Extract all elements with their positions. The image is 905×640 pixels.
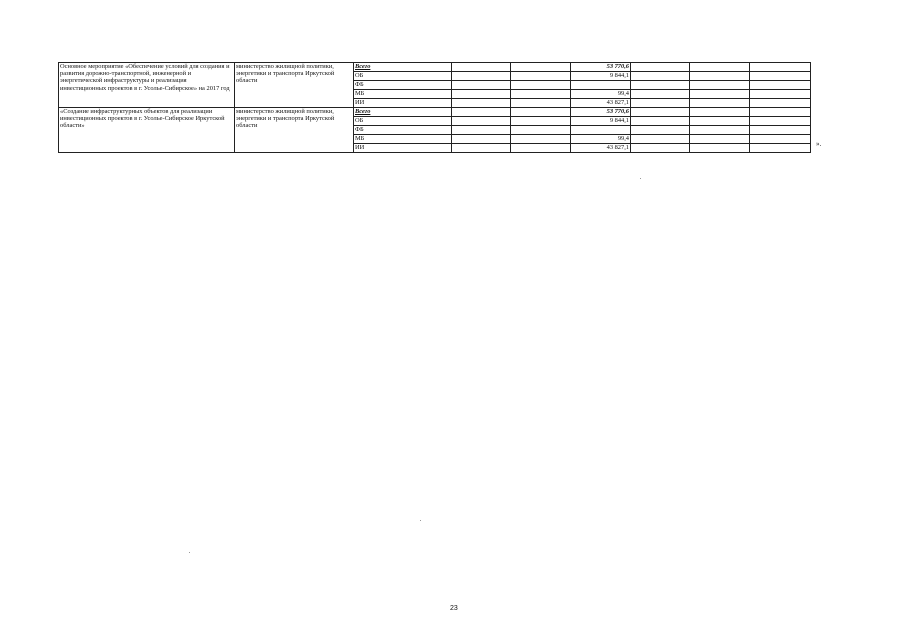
empty-cell	[631, 63, 690, 72]
closing-quote: ».	[816, 140, 822, 148]
empty-cell	[690, 81, 750, 90]
empty-cell	[631, 72, 690, 81]
funding-source-cell: ИИ	[354, 99, 452, 108]
empty-cell	[511, 90, 571, 99]
executor-cell: министерство жилищной политики, энергетики и транспорта Иркутской области	[235, 63, 354, 108]
empty-cell	[631, 117, 690, 126]
empty-cell	[690, 135, 750, 144]
amount-cell: 43 827,1	[571, 99, 631, 108]
empty-cell	[511, 126, 571, 135]
empty-cell	[690, 108, 750, 117]
empty-cell	[690, 90, 750, 99]
empty-cell	[690, 126, 750, 135]
empty-cell	[452, 108, 511, 117]
funding-source-cell: ОБ	[354, 117, 452, 126]
funding-source-cell: ИИ	[354, 144, 452, 153]
empty-cell	[690, 72, 750, 81]
funding-source-cell: ФБ	[354, 126, 452, 135]
empty-cell	[511, 81, 571, 90]
empty-cell	[631, 108, 690, 117]
empty-cell	[750, 72, 811, 81]
empty-cell	[750, 99, 811, 108]
empty-cell	[750, 81, 811, 90]
empty-cell	[750, 135, 811, 144]
empty-cell	[631, 135, 690, 144]
empty-cell	[452, 126, 511, 135]
empty-cell	[750, 117, 811, 126]
empty-cell	[511, 63, 571, 72]
amount-cell: 43 827,1	[571, 144, 631, 153]
table-row	[59, 108, 811, 117]
amount-cell: 9 844,1	[571, 72, 631, 81]
funding-source-cell: МБ	[354, 135, 452, 144]
empty-cell	[690, 63, 750, 72]
amount-cell: 99,4	[571, 90, 631, 99]
amount-cell: 53 770,6	[571, 63, 631, 72]
empty-cell	[452, 81, 511, 90]
executor-cell: министерство жилищной политики, энергетики и транспорта Иркутской области	[235, 108, 354, 153]
empty-cell	[750, 108, 811, 117]
funding-source-cell: ФБ	[354, 81, 452, 90]
program-table	[58, 62, 811, 153]
empty-cell	[750, 144, 811, 153]
amount-cell	[571, 126, 631, 135]
scan-speck	[420, 520, 421, 521]
funding-source-cell: МБ	[354, 90, 452, 99]
funding-source-cell: Всего	[354, 108, 452, 117]
empty-cell	[690, 117, 750, 126]
empty-cell	[452, 90, 511, 99]
empty-cell	[511, 99, 571, 108]
empty-cell	[511, 144, 571, 153]
table-row	[59, 63, 811, 72]
empty-cell	[631, 90, 690, 99]
empty-cell	[690, 99, 750, 108]
empty-cell	[452, 135, 511, 144]
empty-cell	[750, 63, 811, 72]
funding-source-cell: ОБ	[354, 72, 452, 81]
amount-cell: 53 770,6	[571, 108, 631, 117]
empty-cell	[452, 63, 511, 72]
empty-cell	[511, 135, 571, 144]
empty-cell	[631, 144, 690, 153]
empty-cell	[511, 72, 571, 81]
empty-cell	[511, 117, 571, 126]
amount-cell: 9 844,1	[571, 117, 631, 126]
program-table-body	[59, 63, 811, 153]
empty-cell	[452, 99, 511, 108]
empty-cell	[452, 72, 511, 81]
empty-cell	[631, 126, 690, 135]
measure-name-cell: Основное мероприятие «Обеспечение условий для создания и развития дорожно-транспортной, инженерной и энергетической инфраструктуры и реализация инвестиционных проектов в г. Усолье-Сибирское» на 2017 год	[59, 63, 235, 108]
empty-cell	[750, 90, 811, 99]
empty-cell	[452, 117, 511, 126]
empty-cell	[452, 144, 511, 153]
empty-cell	[631, 99, 690, 108]
empty-cell	[511, 108, 571, 117]
empty-cell	[631, 81, 690, 90]
empty-cell	[750, 126, 811, 135]
funding-source-cell: Всего	[354, 63, 452, 72]
amount-cell: 99,4	[571, 135, 631, 144]
empty-cell	[690, 144, 750, 153]
page-number: 23	[450, 605, 458, 612]
scan-speck	[640, 178, 641, 179]
measure-name-cell: «Создание инфраструктурных объектов для реализации инвестиционных проектов в г. Усолье-Сибирское Иркутской области»	[59, 108, 235, 153]
scan-speck	[189, 552, 190, 553]
amount-cell	[571, 81, 631, 90]
